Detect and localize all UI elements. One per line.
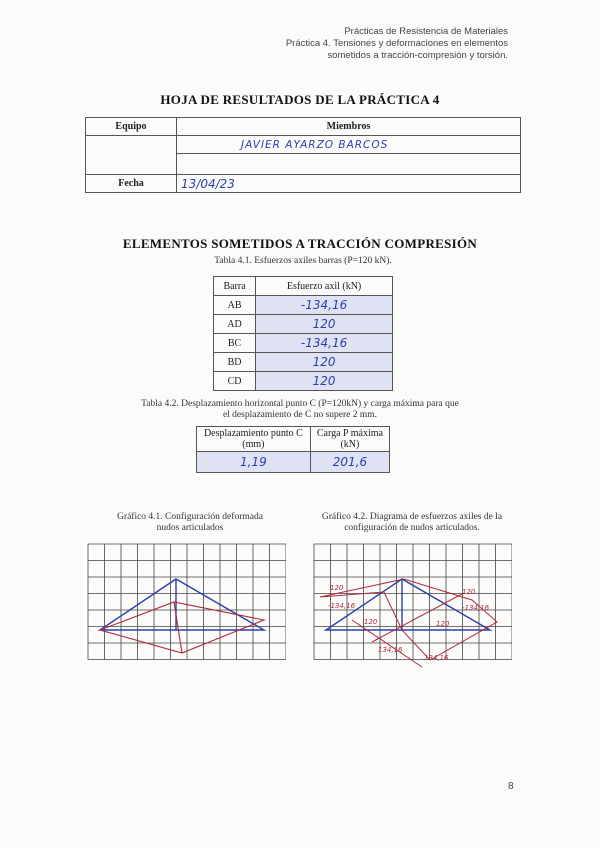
graph2-label: 120	[330, 584, 344, 592]
table-41	[213, 276, 393, 391]
header-line-2: Práctica 4. Tensiones y deformaciones en elementos	[285, 38, 508, 49]
info-table	[85, 117, 521, 193]
graph2-diagram-line	[372, 594, 462, 642]
fecha-text: 13/04/23	[181, 176, 235, 191]
graph2-diagram-line	[352, 620, 422, 667]
table-row	[197, 452, 390, 473]
fecha-label: Fecha	[86, 175, 177, 193]
table-row	[214, 334, 393, 353]
esfuerzo-value: -134,16	[300, 336, 348, 350]
section-title: ELEMENTOS SOMETIDOS A TRACCIÓN COMPRESIÓN	[122, 236, 478, 251]
barra-cell: CD	[214, 372, 256, 391]
graph1-original-truss	[100, 579, 264, 630]
col-barra: Barra	[214, 277, 256, 296]
graph1-caption-line-1: Gráfico 4.1. Configuración deformada	[117, 512, 263, 522]
graph1-grid	[88, 544, 286, 660]
graph2-labels	[328, 584, 490, 662]
barra-cell: BC	[214, 334, 256, 353]
carga-cell	[310, 452, 389, 473]
equipo-label: Equipo	[86, 118, 177, 136]
header-line-3: sometidos a tracción-compresión y torsión.	[327, 50, 508, 61]
table41-caption: Tabla 4.1. Esfuerzos axiles barras (P=120 kN).	[214, 256, 392, 266]
graph2-label: 120	[462, 588, 476, 596]
table42-caption-line-1: Tabla 4.2. Desplazamiento horizontal punto C (P=120kN) y carga máxima para que	[141, 399, 459, 409]
graph2-label: 120	[436, 620, 450, 628]
barra-cell: AB	[214, 296, 256, 315]
table-row	[214, 296, 393, 315]
graph2-label: 120	[364, 618, 378, 626]
equipo-value	[86, 136, 177, 175]
header-line-1: Prácticas de Resistencia de Materiales	[344, 26, 508, 37]
barra-cell: AD	[214, 315, 256, 334]
fecha-value	[177, 175, 521, 193]
table-row	[214, 372, 393, 391]
table-row	[214, 315, 393, 334]
graph2-label: 134,16	[378, 646, 403, 654]
barra-cell: BD	[214, 353, 256, 372]
esfuerzo-cell	[256, 315, 393, 334]
member-2	[177, 154, 521, 175]
esfuerzo-value: 120	[312, 317, 336, 331]
document-header	[286, 26, 508, 62]
table42-caption	[100, 399, 500, 421]
col-desplazamiento: Desplazamiento punto C (mm)	[197, 427, 311, 452]
member-1	[177, 136, 521, 154]
desplazamiento-cell	[197, 452, 311, 473]
desplazamiento-value: 1,19	[240, 455, 267, 469]
carga-value: 201,6	[332, 455, 368, 469]
page-number: 8	[508, 781, 514, 792]
esfuerzo-cell	[256, 334, 393, 353]
graph2-caption	[300, 512, 524, 534]
graph2-label: -134,16	[462, 604, 490, 612]
esfuerzo-cell	[256, 296, 393, 315]
graph2-axial-diagram	[312, 542, 512, 668]
esfuerzo-cell	[256, 353, 393, 372]
graph2-caption-line-2: configuración de nudos articulados.	[344, 523, 480, 533]
graph1-caption-line-2: nudos articulados	[156, 523, 224, 533]
graph1-deformed-config	[86, 542, 286, 668]
info-bottom-rule	[85, 192, 521, 193]
table-42	[196, 426, 390, 473]
graph2-caption-line-1: Gráfico 4.2. Diagrama de esfuerzos axiles de la	[321, 512, 503, 522]
col-esfuerzo: Esfuerzo axil (kN)	[256, 277, 393, 296]
graph2-label: 134,16	[424, 654, 449, 662]
table-row	[214, 353, 393, 372]
esfuerzo-value: 120	[312, 355, 336, 369]
results-title: HOJA DE RESULTADOS DE LA PRÁCTICA 4	[160, 92, 440, 107]
graph2-label: -134,16	[328, 602, 356, 610]
miembros-label: Miembros	[177, 118, 521, 136]
esfuerzo-value: 120	[312, 374, 336, 388]
member-1-text: JAVIER AYARZO BARCOS	[241, 138, 389, 151]
esfuerzo-cell	[256, 372, 393, 391]
table42-caption-line-2: el desplazamiento de C no supere 2 mm.	[222, 410, 378, 420]
graph1-caption	[95, 512, 285, 534]
esfuerzo-value: -134,16	[300, 298, 348, 312]
col-carga: Carga P máxima (kN)	[310, 427, 389, 452]
